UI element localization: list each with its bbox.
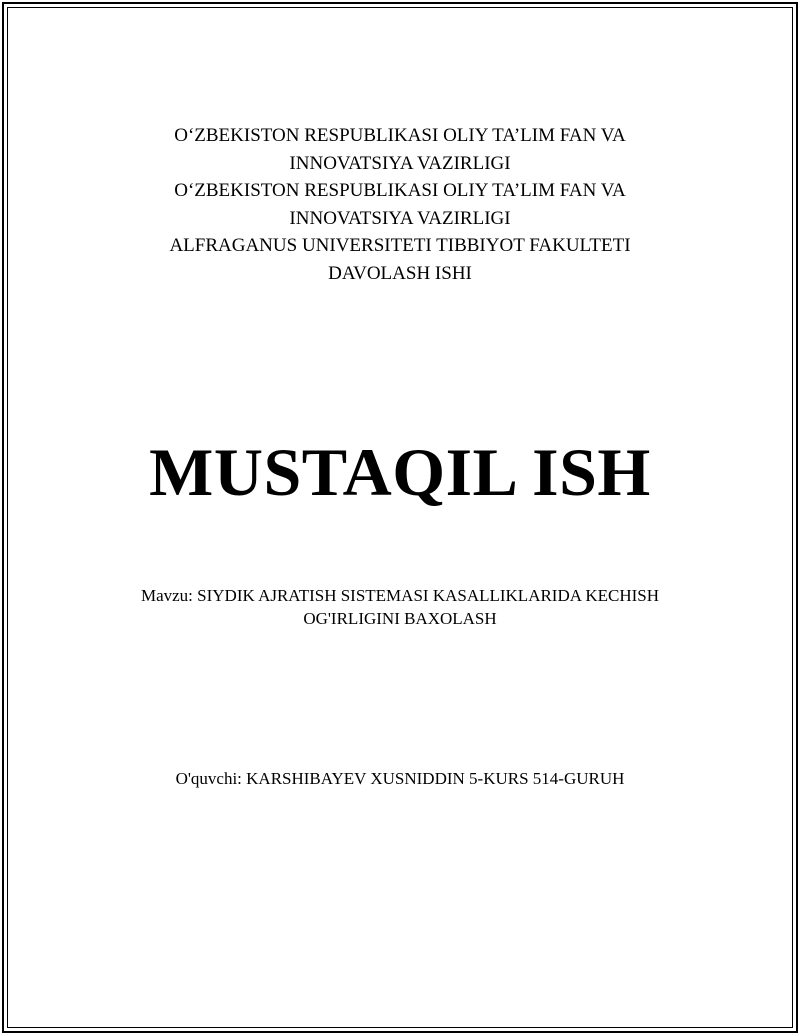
document-title: MUSTAQIL ISH <box>149 434 651 510</box>
student-info: O'quvchi: KARSHIBAYEV XUSNIDDIN 5-KURS 514-GURUH <box>175 769 625 788</box>
topic-line: Mavzu: SIYDIK AJRATISH SISTEMASI KASALLIKLARIDA KECHISH <box>140 586 660 605</box>
institution-header <box>0 122 800 287</box>
header-line: O‘ZBEKISTON RESPUBLIKASI OLIY TA’LIM FAN VA <box>174 180 626 201</box>
header-line: O‘ZBEKISTON RESPUBLIKASI OLIY TA’LIM FAN VA <box>174 125 626 146</box>
topic <box>0 584 800 630</box>
header-line: DAVOLASH ISHI <box>328 262 472 284</box>
header-line: ALFRAGANUS UNIVERSITETI TIBBIYOT FAKULTETI <box>169 235 631 256</box>
header-line: INNOVATSIYA VAZIRLIGI <box>289 152 511 174</box>
topic-line: OG'IRLIGINI BAXOLASH <box>303 609 497 628</box>
header-line: INNOVATSIYA VAZIRLIGI <box>289 207 511 229</box>
